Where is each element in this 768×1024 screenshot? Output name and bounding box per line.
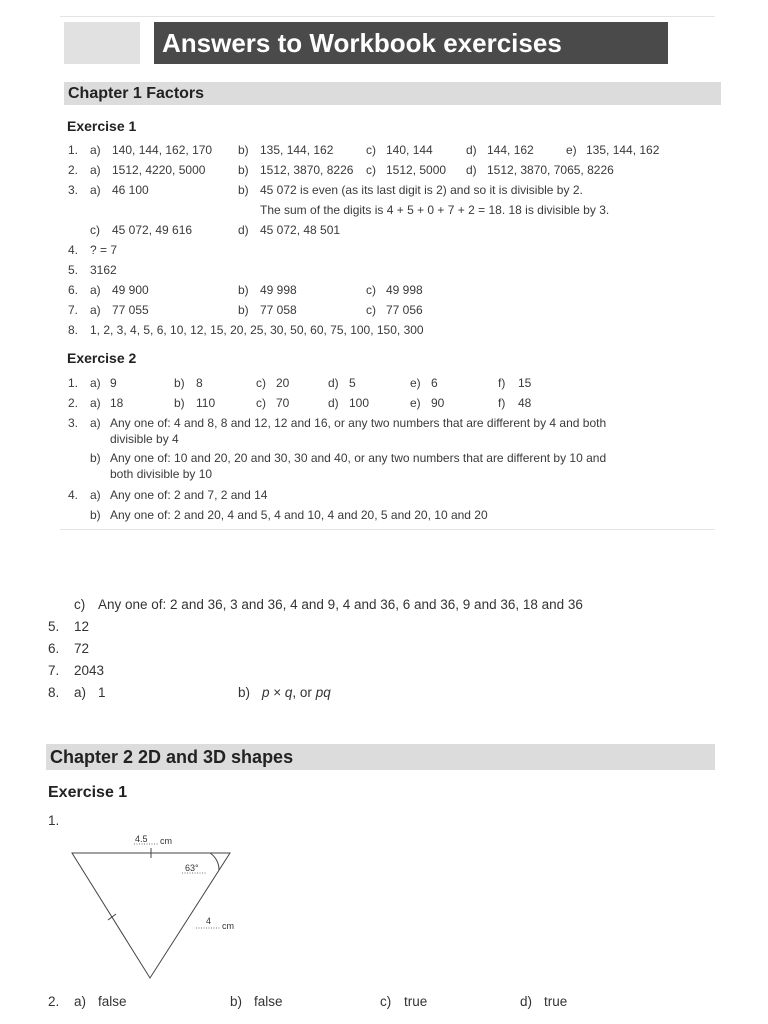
answer: ? = 7 [90,243,118,257]
part-label: b) [238,143,249,157]
answer: 1, 2, 3, 4, 5, 6, 10, 12, 15, 20, 25, 30, 50, 60, 75, 100, 150, 300 [90,323,424,337]
part-label: b) [230,994,243,1009]
answer: Any one of: 4 and 8, 8 and 12, 12 and 16, or any two numbers that are different by 4 and both [110,416,607,430]
q-number: 2. [48,994,60,1009]
triangle-figure [60,828,250,983]
part-label: d) [466,163,477,177]
q-number: 5. [48,619,60,634]
top-length-unit: cm [160,836,172,846]
answer: 100 [349,396,370,410]
answer: 45 072, 49 616 [112,223,193,237]
part-label: c) [366,163,376,177]
answer: 45 072, 48 501 [260,223,341,237]
part-label: a) [90,416,101,430]
answer: 110 [196,396,216,410]
answer: 70 [276,396,290,410]
answer: 1 [98,685,106,700]
answer: 15 [518,376,532,390]
part-label: c) [74,597,86,612]
exercise-2-heading: Exercise 2 [67,350,137,366]
top-length-label: 4.5 [135,834,148,844]
part-label: c) [90,223,100,237]
q-number: 3. [68,416,79,430]
q-number: 7. [48,663,60,678]
answer: 135, 144, 162 [260,143,334,157]
q-number: 1. [48,813,60,828]
angle-arc [210,853,219,870]
q-number: 4. [68,243,79,257]
q-number: 8. [68,323,79,337]
part-label: c) [380,994,392,1009]
part-label: d) [328,376,339,390]
answer: 1512, 3870, 8226 [260,163,354,177]
part-label: b) [238,183,249,197]
answer: 5 [349,376,356,390]
answer: 6 [431,376,438,390]
q-number: 7. [68,303,79,317]
part-label: e) [410,376,421,390]
answer: 144, 162 [487,143,534,157]
answer: 9 [110,376,117,390]
answer: 90 [431,396,445,410]
var-pq: pq [315,685,331,700]
part-label: b) [238,685,251,700]
answer: 1512, 3870, 7065, 8226 [487,163,614,177]
var-p: p [262,685,270,700]
answer: 8 [196,376,203,390]
top-rule [60,16,715,17]
answer: 18 [110,396,124,410]
answer: false [98,994,127,1009]
times-sign: × [269,685,285,700]
part-label: f) [498,376,506,390]
part-label: a) [90,283,101,297]
answer: 45 072 is even (as its last digit is 2) and so it is divisible by 2. [260,183,583,197]
part-label: c) [366,143,376,157]
q-number: 6. [48,641,60,656]
answer: 77 058 [260,303,297,317]
answer: 72 [74,641,90,656]
q-number: 5. [68,263,79,277]
q-number: 2. [68,163,79,177]
answer: 48 [518,396,532,410]
part-label: a) [74,685,87,700]
answer: 140, 144 [386,143,433,157]
chapter-1-heading: Chapter 1 Factors [64,82,721,105]
part-label: a) [74,994,87,1009]
answer: 135, 144, 162 [586,143,660,157]
part-label: a) [90,143,101,157]
answer: 49 998 [386,283,423,297]
tick-mark-left [108,914,116,920]
page-title: Answers to Workbook exercises [154,22,668,64]
part-label: c) [366,283,376,297]
answer: 1512, 4220, 5000 [112,163,206,177]
answer: 49 900 [112,283,149,297]
part-label: a) [90,183,101,197]
answer: 3162 [90,263,117,277]
chapter-2-heading: Chapter 2 2D and 3D shapes [46,744,715,770]
part-label: b) [238,163,249,177]
q-number: 4. [68,488,79,502]
angle-label: 63° [185,863,199,873]
part-label: e) [566,143,577,157]
part-label: a) [90,488,101,502]
answer: 140, 144, 162, 170 [112,143,213,157]
answer-continued: both divisible by 10 [110,467,213,481]
part-label: d) [328,396,339,410]
title-accent-block [64,22,140,64]
part-label: a) [90,376,101,390]
part-label: b) [238,303,249,317]
part-label: c) [256,376,266,390]
answer: 49 998 [260,283,297,297]
answer: 20 [276,376,290,390]
part-label: d) [520,994,533,1009]
q-number: 2. [68,396,79,410]
answer: 2043 [74,663,105,678]
answer: false [254,994,283,1009]
part-label: d) [466,143,477,157]
answer: true [404,994,428,1009]
part-label: d) [238,223,249,237]
part-label: a) [90,396,101,410]
part-label: c) [256,396,266,410]
exercise-1-heading: Exercise 1 [48,784,128,801]
answer: 1512, 5000 [386,163,447,177]
answer-continued: divisible by 4 [110,432,179,446]
part-label: a) [90,163,101,177]
part-label: b) [174,376,185,390]
part-label: b) [174,396,185,410]
answer: Any one of: 2 and 36, 3 and 36, 4 and 9, 4 and 36, 6 and 36, 9 and 36, 18 and 36 [98,597,583,612]
part-label: b) [238,283,249,297]
q-number: 1. [68,143,79,157]
q-number: 8. [48,685,60,700]
part-label: c) [366,303,376,317]
page-break-rule [60,529,715,530]
answer: Any one of: 2 and 20, 4 and 5, 4 and 10, 4 and 20, 5 and 20, 10 and 20 [110,508,488,522]
q-number: 3. [68,183,79,197]
part-label: a) [90,303,101,317]
answer: 46 100 [112,183,149,197]
part-label: b) [90,451,101,465]
part-label: e) [410,396,421,410]
side-length-unit: cm [222,921,234,931]
answer-expression [262,685,331,700]
or-text: , or [292,685,316,700]
side-length-label: 4 [206,916,212,926]
part-label: f) [498,396,506,410]
var-q: q [284,685,293,700]
q-number: 6. [68,283,79,297]
answer: 12 [74,619,90,634]
answer: Any one of: 2 and 7, 2 and 14 [110,488,268,502]
answer: 77 056 [386,303,423,317]
answer-continued: The sum of the digits is 4 + 5 + 0 + 7 + 2 = 18. 18 is divisible by 3. [260,203,610,217]
q-number: 1. [68,376,79,390]
answer: Any one of: 10 and 20, 20 and 30, 30 and 40, or any two numbers that are different by 10 and [110,451,607,465]
answer: 77 055 [112,303,149,317]
part-label: b) [90,508,101,522]
answer: true [544,994,568,1009]
exercise-1-heading: Exercise 1 [67,118,137,134]
